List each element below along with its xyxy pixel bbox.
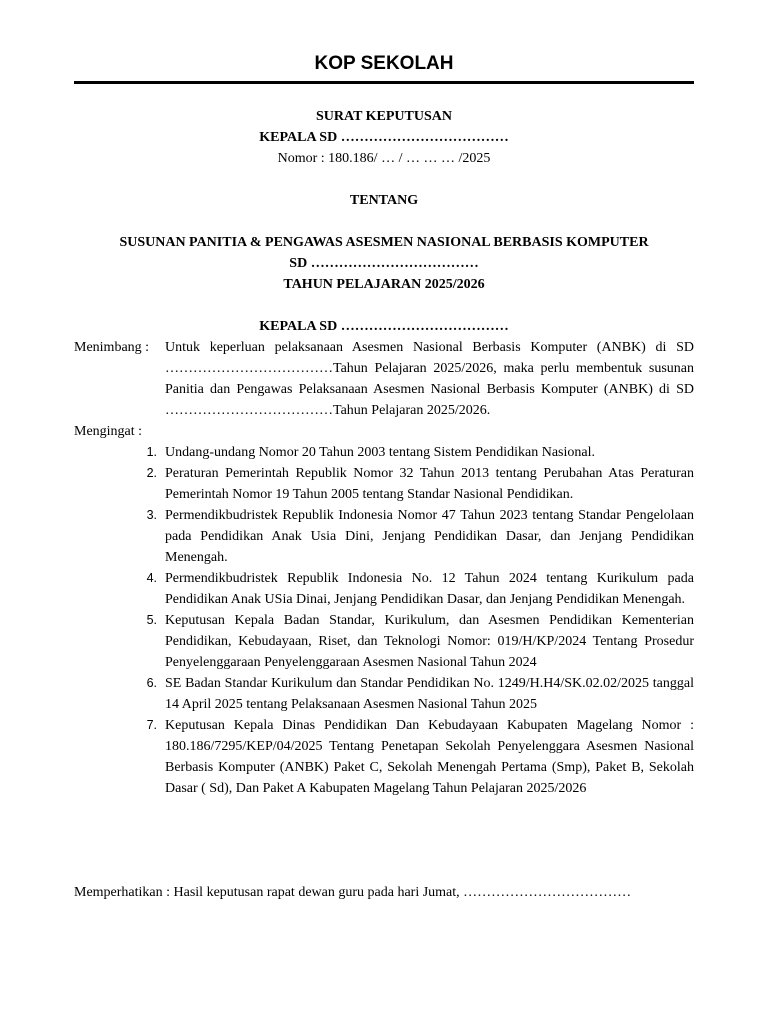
menimbang-label: Menimbang : — [74, 340, 150, 355]
mengingat-list — [140, 442, 694, 799]
tentang-heading: TENTANG — [349, 193, 419, 208]
list-item — [140, 610, 694, 673]
list-item — [140, 673, 694, 715]
mengingat-label: Mengingat : — [74, 424, 143, 439]
list-item — [140, 505, 694, 568]
list-item-text: Undang-undang Nomor 20 Tahun 2003 tentang Sistem Pendidikan Nasional. — [165, 445, 595, 460]
decree-number: Nomor : 180.186/ … / … … … /2025 — [277, 151, 491, 166]
list-item-number: 3. — [146, 508, 157, 522]
list-item-text: Keputusan Kepala Badan Standar, Kurikulum, dan Asesmen Pendidikan Kementerian Pendidikan, Kebudayaan, Riset, dan Teknologi Nomor: 019/H/KP/2024 Tentang Prosedur Penyelenggaraan Penyelenggaraan Asesmen Nasional Tahun 2024 — [165, 613, 694, 670]
decree-title: SURAT KEPUTUSAN — [315, 109, 452, 124]
subject-line-2: SD ……………………………… — [289, 256, 479, 271]
list-item-number: 4. — [146, 571, 157, 585]
list-item-number: 1. — [146, 445, 157, 459]
list-item-number: 2. — [146, 466, 157, 480]
list-item-number: 6. — [146, 676, 157, 690]
decree-issuer-heading: KEPALA SD ……………………………… — [259, 130, 509, 145]
list-item-number: 5. — [146, 613, 157, 627]
list-item-text: Keputusan Kepala Dinas Pendidikan Dan Kebudayaan Kabupaten Magelang Nomor : 180.186/7295/KEP/04/2025 Tentang Penetapan Sekolah Penyelenggara Asesmen Nasional Berbasis Komputer (ANBK) Paket C, Sekolah Menengah Pertama (Smp), Paket B, Sekolah Dasar ( Sd), Dan Paket A Kabupaten Magelang Tahun Pelajaran 2025/2026 — [165, 718, 694, 796]
list-item — [140, 568, 694, 610]
letterhead-divider — [74, 81, 694, 84]
letterhead-title: KOP SEKOLAH — [314, 53, 454, 74]
list-item — [140, 715, 694, 799]
list-item-text: Peraturan Pemerintah Republik Nomor 32 Tahun 2013 tentang Perubahan Atas Peraturan Pemerintah Nomor 19 Tahun 2005 tentang Standar Nasional Pendidikan. — [165, 466, 694, 502]
list-item — [140, 442, 694, 463]
list-item-text: SE Badan Standar Kurikulum dan Standar Pendidikan No. 1249/H.H4/SK.02.02/2025 tanggal 14 April 2025 tentang Pelaksanaan Asesmen Nasional Tahun 2025 — [165, 676, 694, 712]
menimbang-text: Untuk keperluan pelaksanaan Asesmen Nasional Berbasis Komputer (ANBK) di SD ………………………………Tahun Pelajaran 2025/2026, maka perlu membentuk susunan Panitia dan Pengawas Pelaksanaan Asesmen Nasional Berbasis Komputer (ANBK) di SD ………………………………Tahun Pelajaran 2025/2026. — [165, 340, 694, 418]
subject-line-1: SUSUNAN PANITIA & PENGAWAS ASESMEN NASIONAL BERBASIS KOMPUTER — [119, 235, 649, 250]
list-item-number: 7. — [146, 718, 157, 732]
list-item-text: Permendikbudristek Republik Indonesia Nomor 47 Tahun 2023 tentang Standar Pengelolaan pada Pendidikan Anak Usia Dini, Jenjang Pendidikan Dasar, dan Jenjang Pendidikan Menengah. — [165, 508, 694, 565]
list-item — [140, 463, 694, 505]
subject-line-3: TAHUN PELAJARAN 2025/2026 — [283, 277, 485, 292]
memperhatikan-line: Memperhatikan : Hasil keputusan rapat dewan guru pada hari Jumat, ……………………………… — [74, 885, 632, 900]
list-item-text: Permendikbudristek Republik Indonesia No. 12 Tahun 2024 tentang Kurikulum pada Pendidikan Anak USia Dinai, Jenjang Pendidikan Dasar, dan Jenjang Pendidikan Menengah. — [165, 571, 694, 607]
issuer-heading: KEPALA SD ……………………………… — [259, 319, 509, 334]
